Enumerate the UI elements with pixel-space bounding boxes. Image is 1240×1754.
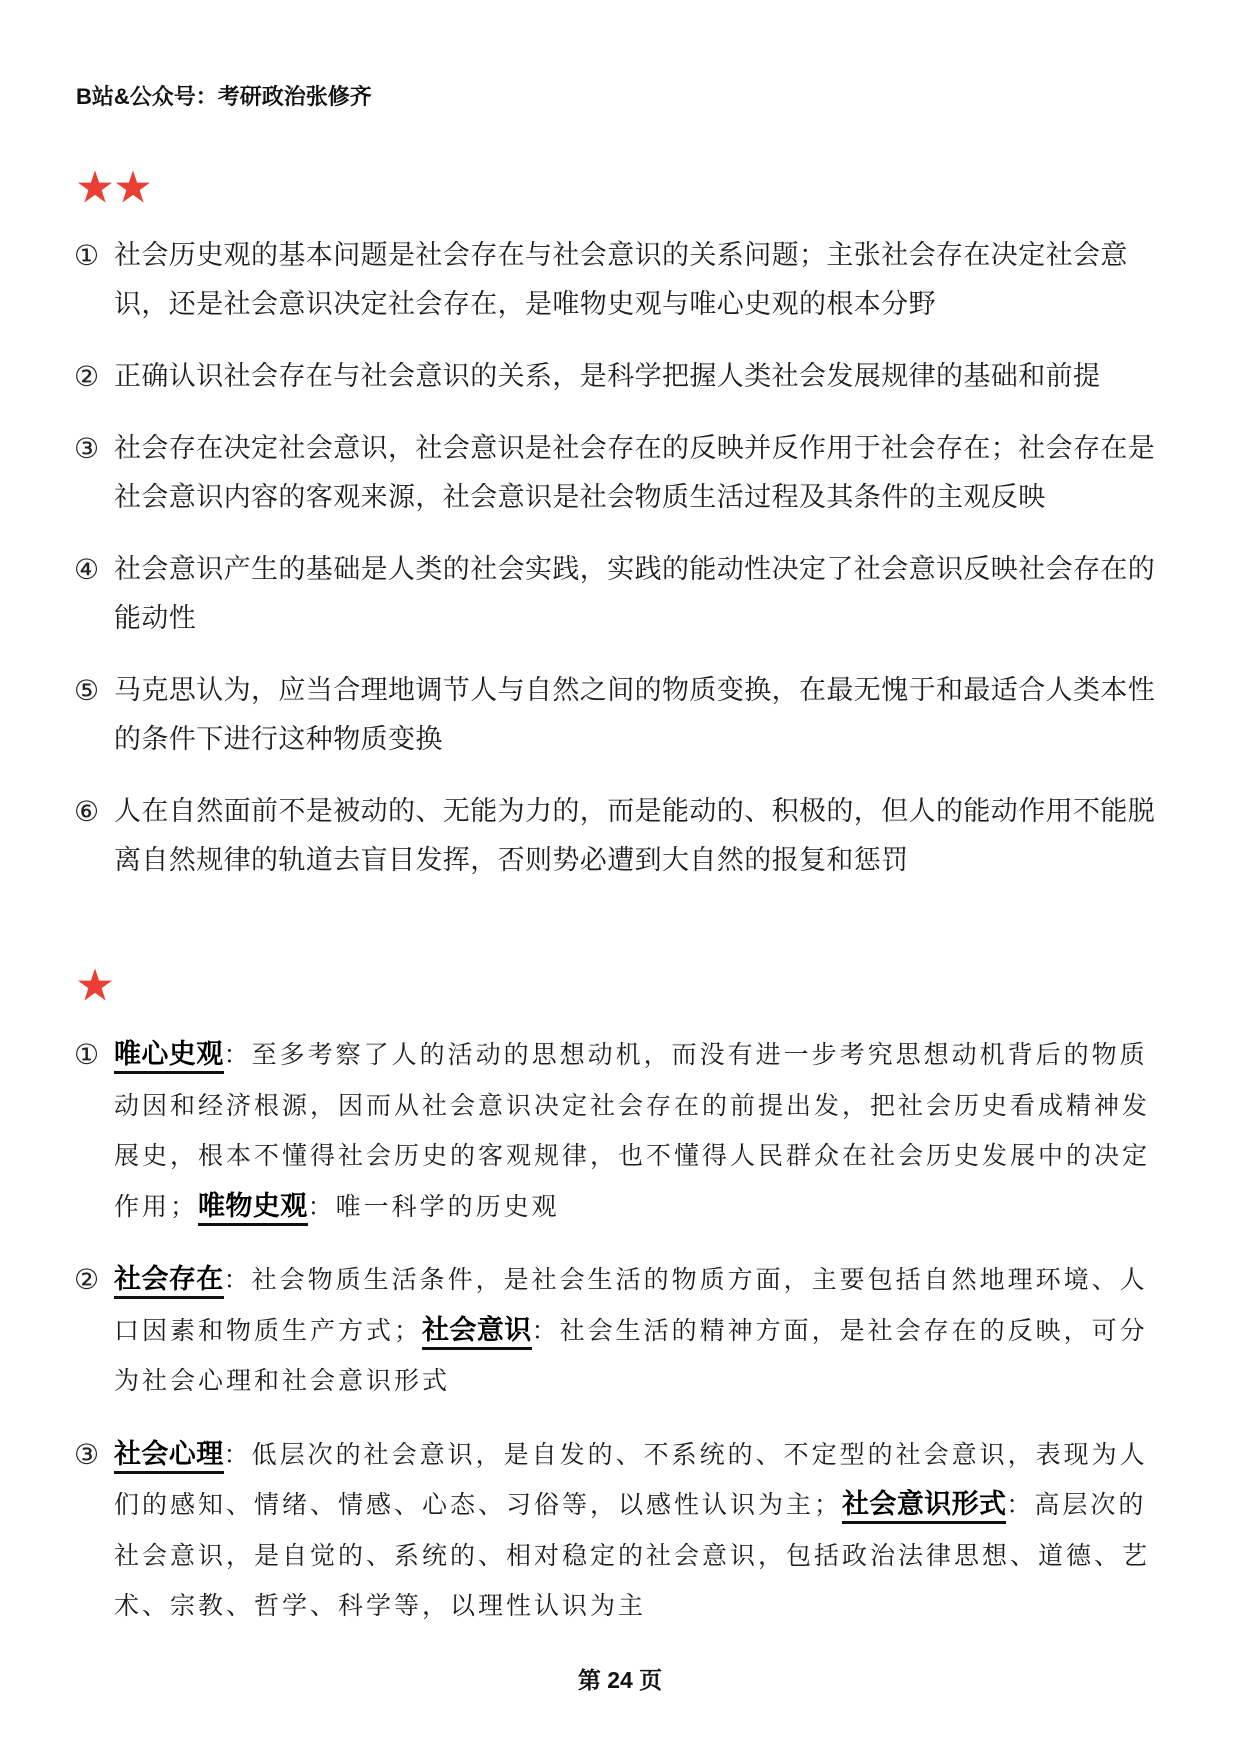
- list-item: [74, 787, 1169, 885]
- key-points-list-two-star: [74, 231, 1169, 908]
- term-heading: 社会意识形式: [842, 1489, 1006, 1524]
- item-number: ⑤: [74, 674, 100, 707]
- item-text: 正确认识社会存在与社会意识的关系，是科学把握人类社会发展规律的基础和前提: [114, 361, 1101, 392]
- list-item: [74, 231, 1169, 329]
- item-number: ②: [74, 360, 100, 393]
- term-heading: 唯物史观: [198, 1191, 308, 1226]
- rating-one-star: [76, 966, 114, 1004]
- rating-two-stars: [76, 168, 152, 206]
- term-definition: ：至多考察了人的活动的思想动机，而没有进一步考究思想动机背后的物质动因和经济根源，因而从社会意识决定社会存在的前提出发，把社会历史看成精神发展史，根本不懂得社会历史的客观规律，也不懂得人民群众在社会历史发展中的决定作用；: [114, 1040, 1151, 1221]
- term-definition: ：唯一科学的历史观: [307, 1191, 560, 1221]
- term-definition: ：低层次的社会意识，是自发的、不系统的、不定型的社会意识，表现为人们的感知、情绪、情感、心态、习俗等，以感性认识为主；: [114, 1439, 1148, 1519]
- star-icon: [114, 168, 152, 206]
- term-heading: 社会心理: [114, 1439, 224, 1474]
- item-number: ③: [74, 432, 100, 465]
- definition-item: [74, 1255, 1169, 1407]
- item-number: ④: [74, 553, 100, 586]
- item-number: ⑥: [74, 795, 100, 828]
- definition-item: [74, 1030, 1169, 1232]
- page-number: 第 24 页: [577, 1667, 663, 1693]
- item-number: ③: [74, 1437, 100, 1471]
- item-text: 社会存在决定社会意识，社会意识是社会存在的反映并反作用于社会存在；社会存在是社会意识内容的客观来源，社会意识是社会物质生活过程及其条件的主观反映: [114, 433, 1156, 513]
- item-number: ②: [74, 1263, 100, 1296]
- item-number: ①: [74, 1038, 100, 1071]
- item-text: 人在自然面前不是被动的、无能为力的，而是能动的、积极的，但人的能动作用不能脱离自然规律的轨道去盲目发挥，否则势必遭到大自然的报复和惩罚: [114, 796, 1156, 876]
- list-item: [74, 352, 1169, 401]
- header-source: B站&公众号：考研政治张修齐: [76, 84, 372, 109]
- item-text: 马克思认为，应当合理地调节人与自然之间的物质变换，在最无愧于和最适合人类本性的条件下进行这种物质变换: [114, 675, 1156, 755]
- term-definition: ：社会生活的精神方面，是社会存在的反映，可分为社会心理和社会意识形式: [114, 1315, 1148, 1395]
- term-heading: 唯心史观: [114, 1039, 224, 1074]
- star-icon: [76, 168, 114, 206]
- definition-item: [74, 1430, 1169, 1632]
- item-text: 社会历史观的基本问题是社会存在与社会意识的关系问题；主张社会存在决定社会意识，还是社会意识决定社会存在，是唯物史观与唯心史观的根本分野: [114, 240, 1128, 320]
- term-heading: 社会意识: [422, 1315, 532, 1350]
- definitions-list-one-star: [74, 1030, 1169, 1655]
- star-icon: [76, 966, 114, 1004]
- item-number: ①: [74, 239, 100, 272]
- item-text: 社会意识产生的基础是人类的社会实践，实践的能动性决定了社会意识反映社会存在的能动性: [114, 554, 1156, 634]
- term-definition: ：社会物质生活条件，是社会生活的物质方面，主要包括自然地理环境、人口因素和物质生产方式；: [114, 1265, 1148, 1345]
- term-definition: ：高层次的社会意识，是自觉的、系统的、相对稳定的社会意识，包括政治法律思想、道德、艺术、宗教、哲学、科学等，以理性认识为主: [114, 1490, 1151, 1620]
- list-item: [74, 545, 1169, 643]
- list-item: [74, 424, 1169, 522]
- term-heading: 社会存在: [114, 1264, 224, 1299]
- list-item: [74, 666, 1169, 764]
